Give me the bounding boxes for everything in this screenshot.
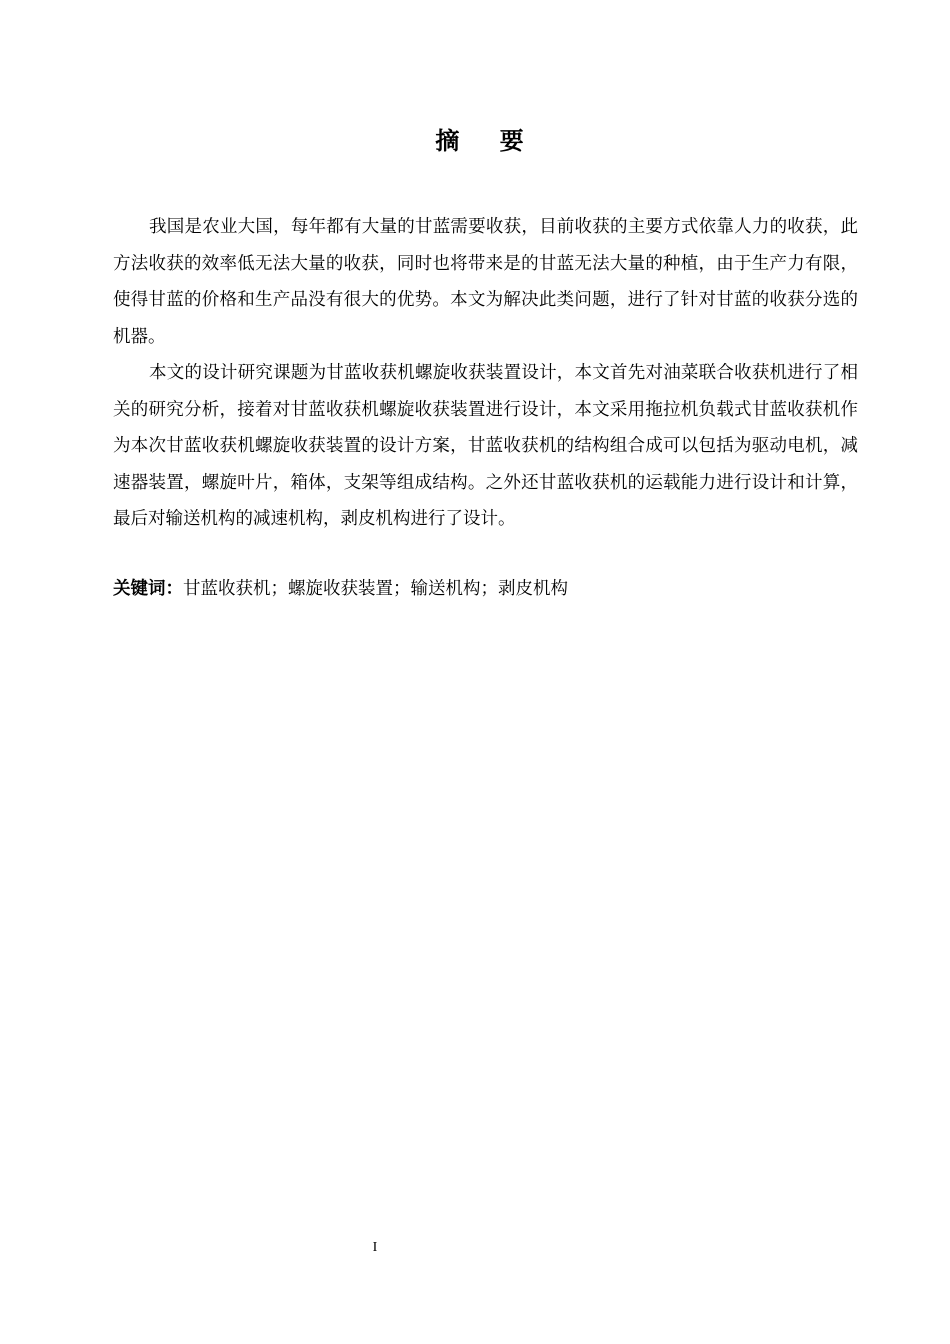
- abstract-title: 摘 要: [435, 127, 540, 155]
- abstract-paragraph-2: 本文的设计研究课题为甘蓝收获机螺旋收获装置设计，本文首先对油菜联合收获机进行了相关的研究分析，接着对甘蓝收获机螺旋收获装置进行设计，本文采用拖拉机负载式甘蓝收获机作为本次甘蓝收获机螺旋收获装置的设计方案，甘蓝收获机的结构组合成可以包括为驱动电机，减速器装置，螺旋叶片，箱体，支架等组成结构。之外还甘蓝收获机的运载能力进行设计和计算，最后对输送机构的减速机构，剥皮机构进行了设计。: [113, 363, 858, 529]
- keywords-label: 关键词：: [113, 579, 183, 599]
- keywords-text: 甘蓝收获机；螺旋收获装置；输送机构；剥皮机构: [183, 579, 568, 599]
- page-number: I: [372, 1240, 378, 1255]
- abstract-paragraph-1: 我国是农业大国，每年都有大量的甘蓝需要收获，目前收获的主要方式依靠人力的收获，此方法收获的效率低无法大量的收获，同时也将带来是的甘蓝无法大量的种植，由于生产力有限，使得甘蓝的价格和生产品没有很大的优势。本文为解决此类问题，进行了针对甘蓝的收获分选的机器。: [113, 217, 858, 347]
- abstract-body: [113, 209, 858, 538]
- keywords-line: [113, 575, 858, 603]
